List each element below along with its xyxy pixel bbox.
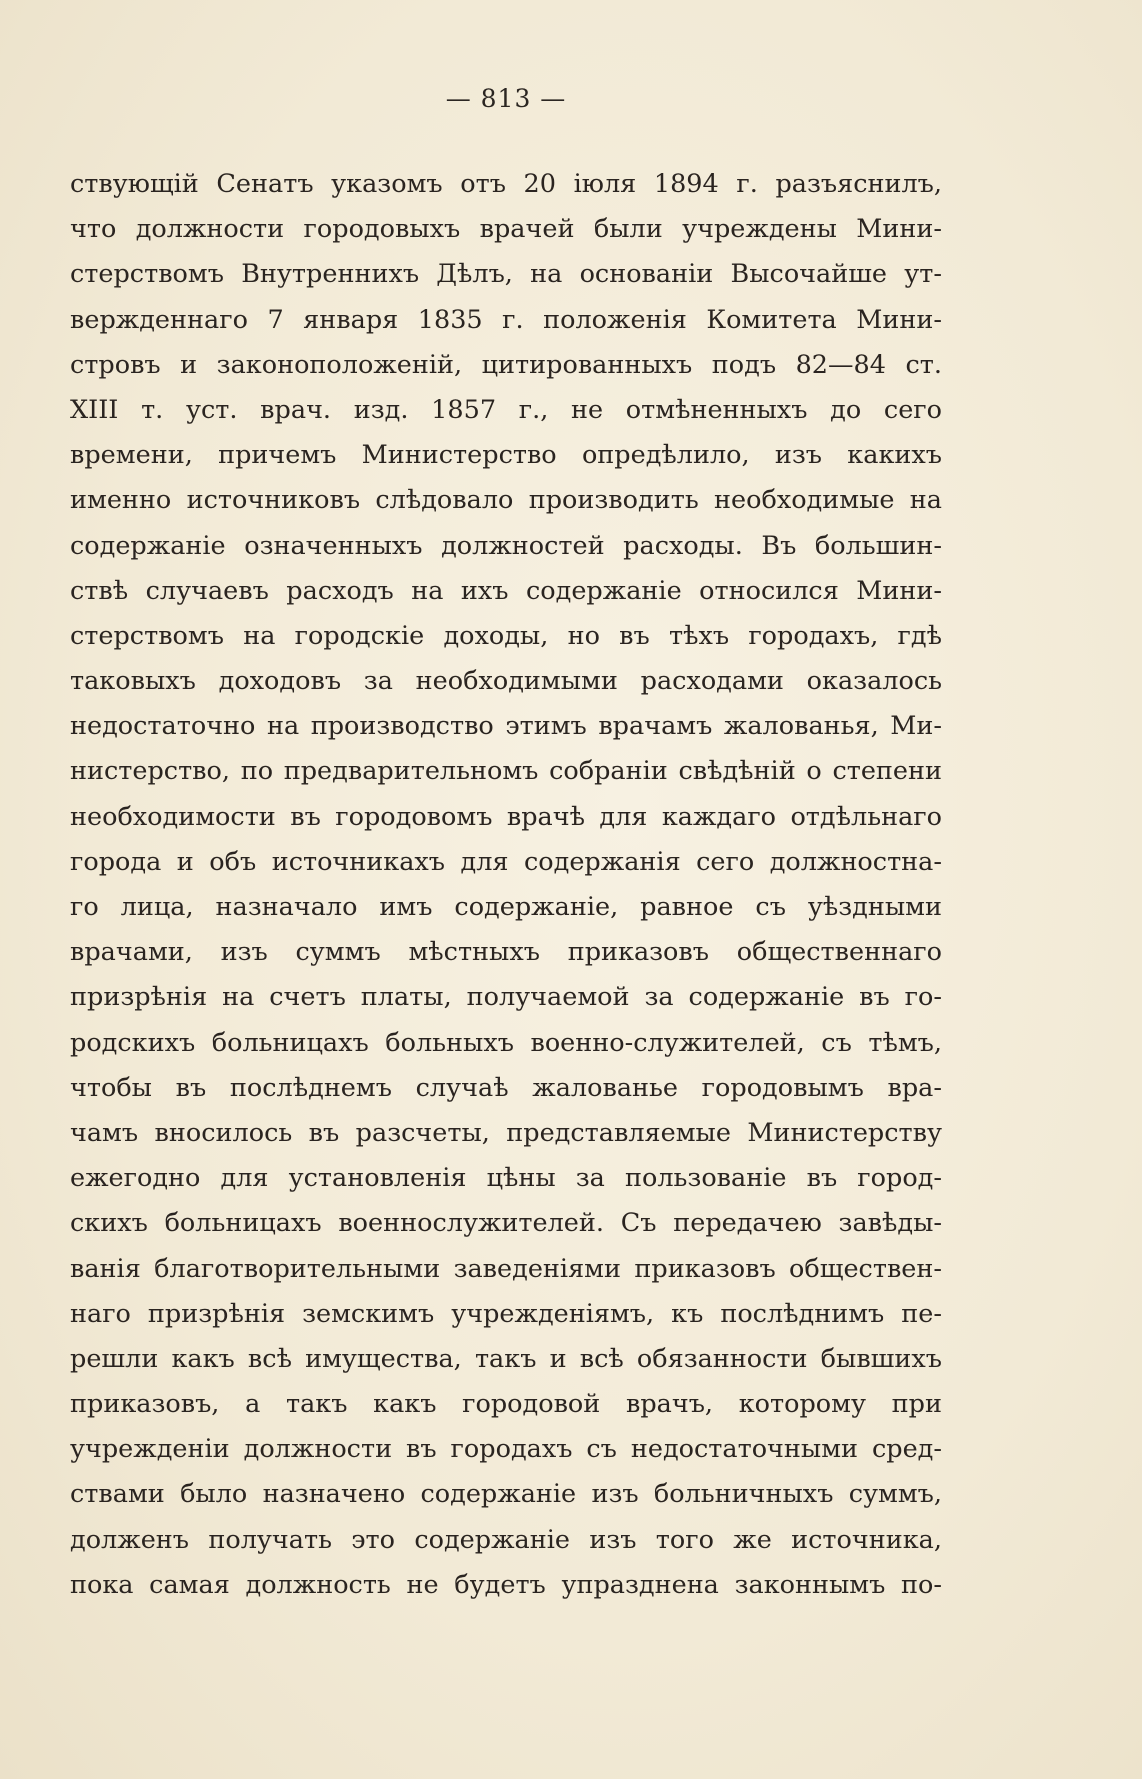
text-line: нистерство, по предварительномъ собраніи свѣдѣній о степени: [70, 756, 942, 787]
text-line: скихъ больницахъ военнослужителей. Съ передачею завѣды-: [70, 1208, 942, 1239]
text-line: ствѣ случаевъ расходъ на ихъ содержаніе относился Мини-: [70, 575, 942, 606]
text-line: наго призрѣнія земскимъ учрежденіямъ, къ послѣднимъ пе-: [70, 1298, 942, 1329]
text-line: ствами было назначено содержаніе изъ больничныхъ суммъ,: [70, 1479, 942, 1510]
text-line: го лица, назначало имъ содержаніе, равное съ уѣздными: [70, 892, 942, 922]
text-line: таковыхъ доходовъ за необходимыми расходами оказалось: [70, 666, 942, 697]
text-line: стерствомъ на городскіе доходы, но въ тѣхъ городахъ, гдѣ: [70, 620, 942, 651]
text-line: учрежденіи должности въ городахъ съ недостаточными сред-: [70, 1434, 942, 1465]
text-line: стерствомъ Внутреннихъ Дѣлъ, на основаніи Высочайше ут-: [70, 259, 942, 290]
text-line: стровъ и законоположеній, цитированныхъ подъ 82—84 ст.: [70, 349, 942, 380]
text-line: долженъ получать это содержаніе изъ того же источника,: [70, 1524, 942, 1555]
text-line: вержденнаго 7 января 1835 г. положенія Комитета Мини-: [70, 304, 942, 335]
text-line: чтобы въ послѣднемъ случаѣ жалованье городовымъ вра-: [70, 1072, 942, 1103]
text-line: решли какъ всѣ имущества, такъ и всѣ обязанности бывшихъ: [70, 1343, 942, 1374]
text-line: именно источниковъ слѣдовало производить необходимые на: [70, 485, 942, 516]
text-line: XIII т. уст. врач. изд. 1857 г., не отмѣненныхъ до сего: [70, 394, 942, 425]
text-line: родскихъ больницахъ больныхъ военно-служителей, съ тѣмъ,: [70, 1027, 942, 1058]
text-line: необходимости въ городовомъ врачѣ для каждаго отдѣльнаго: [70, 801, 942, 832]
text-line: ванія благотворительными заведеніями приказовъ обществен-: [70, 1253, 942, 1284]
text-line: чамъ вносилось въ разсчеты, представляемые Министерству: [70, 1117, 942, 1148]
text-line: города и объ источникахъ для содержанія сего должностна-: [70, 846, 942, 877]
text-line: времени, причемъ Министерство опредѣлило, изъ какихъ: [70, 440, 942, 471]
text-line: ежегодно для установленія цѣны за пользованіе въ город-: [70, 1163, 942, 1194]
text-line: недостаточно на производство этимъ врачамъ жалованья, Ми-: [70, 711, 942, 742]
text-line: пока самая должность не будетъ упразднена законнымъ по-: [70, 1569, 942, 1600]
text-line: содержаніе означенныхъ должностей расходы. Въ большин-: [70, 530, 942, 561]
page-number: — 813 —: [445, 84, 567, 113]
text-line: приказовъ, а такъ какъ городовой врачъ, которому при: [70, 1389, 942, 1420]
text-line: врачами, изъ суммъ мѣстныхъ приказовъ общественнаго: [70, 937, 942, 968]
body-text: [70, 162, 942, 1608]
text-line: что должности городовыхъ врачей были учреждены Мини-: [70, 214, 942, 245]
text-line: призрѣнія на счетъ платы, получаемой за содержаніе въ го-: [70, 982, 942, 1013]
text-line: ствующій Сенатъ указомъ отъ 20 іюля 1894 г. разъяснилъ,: [70, 169, 942, 199]
